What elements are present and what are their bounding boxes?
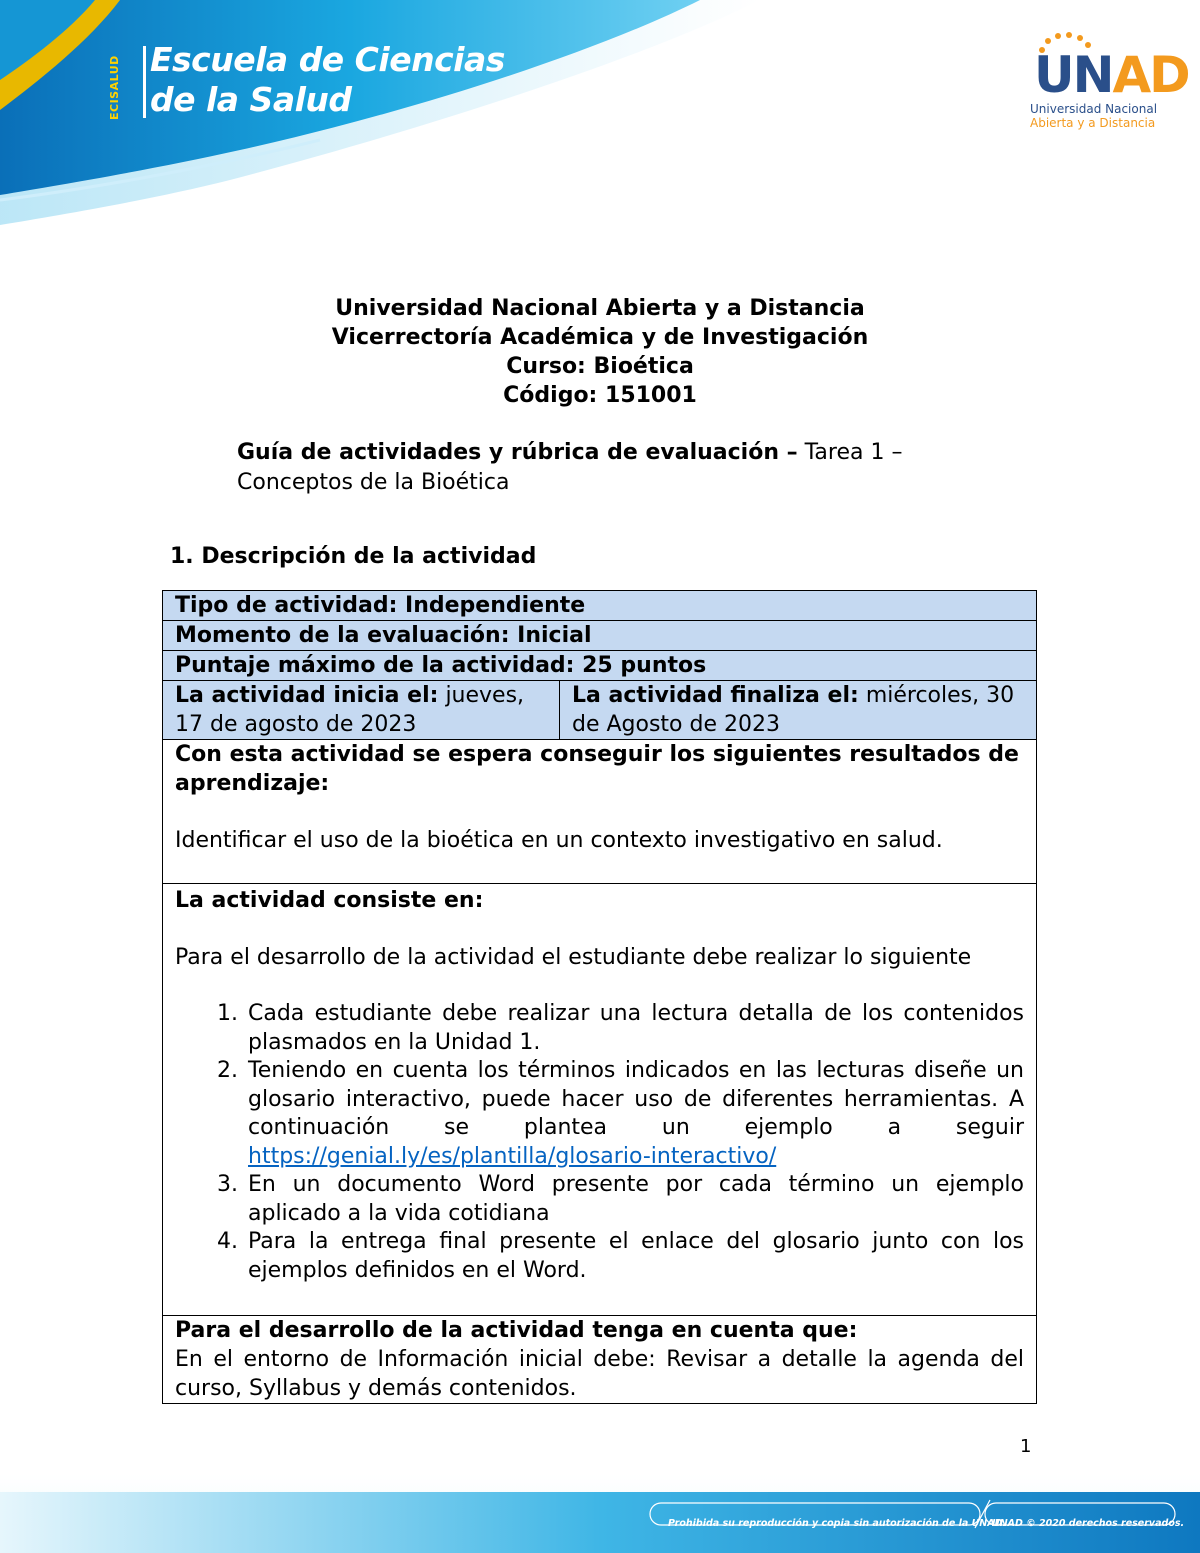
outcomes-text: Identificar el uso de la bioética en un contexto investigativo en salud. bbox=[175, 828, 943, 853]
heading-course: Curso: Bioética bbox=[506, 354, 694, 379]
section-title: 1. Descripción de la actividad bbox=[170, 544, 537, 569]
list-item: 4. Para la entrega final presente el enlace del glosario junto con los ejemplos definidos en el Word. bbox=[245, 1228, 1024, 1285]
footer-copy-notice: Prohibida su reproducción y copia sin autorización de la UNAD. bbox=[668, 1518, 1007, 1529]
row-max-score: Puntaje máximo de la actividad: 25 puntos bbox=[163, 651, 1037, 681]
cell-learning-outcomes bbox=[163, 740, 1037, 884]
steps-list bbox=[175, 1000, 1024, 1285]
school-title-line1: Escuela de Ciencias bbox=[150, 40, 505, 79]
heading-vicerrectoria: Vicerrectoría Académica y de Investigación bbox=[331, 325, 869, 350]
glossary-link[interactable]: https://genial.ly/es/plantilla/glosario-interactivo/ bbox=[248, 1143, 777, 1169]
logo-subtitle-1: Universidad Nacional bbox=[1030, 102, 1158, 116]
logo-subtitle-2: Abierta y a Distancia bbox=[1030, 116, 1156, 130]
cell-end-date: La actividad finaliza el: miércoles, 30 de Agosto de 2023 bbox=[560, 681, 1037, 740]
consists-intro: Para el desarrollo de la actividad el estudiante debe realizar lo siguiente bbox=[175, 945, 972, 970]
cell-notes bbox=[163, 1316, 1037, 1404]
banner-divider bbox=[143, 46, 146, 118]
outcomes-title: Con esta actividad se espera conseguir los siguientes resultados de aprendizaje: bbox=[175, 742, 1019, 796]
row-activity-type: Tipo de actividad: Independiente bbox=[163, 591, 1037, 621]
cell-start-date: La actividad inicia el: jueves, 17 de agosto de 2023 bbox=[163, 681, 560, 740]
heading-code: Código: 151001 bbox=[503, 383, 697, 408]
heading-university: Universidad Nacional Abierta y a Distancia bbox=[335, 296, 865, 321]
list-item: 3. En un documento Word presente por cada término un ejemplo aplicado a la vida cotidiana bbox=[245, 1171, 1024, 1228]
school-title-line2: de la Salud bbox=[150, 80, 352, 119]
list-item: 1. Cada estudiante debe realizar una lectura detalla de los contenidos plasmados en la Unidad 1. bbox=[245, 1000, 1024, 1057]
logo-wordmark: UNAD bbox=[1034, 46, 1189, 104]
school-vertical-label: ECISALUD bbox=[108, 55, 121, 120]
document-heading bbox=[0, 294, 1200, 410]
cell-activity-consists bbox=[163, 884, 1037, 1316]
list-item: 2. Teniendo en cuenta los términos indicados en las lecturas diseñe un glosario interactivo, puede hacer uso de diferentes herramientas. A continuación se plantea un ejemplo a seguir https://genial.ly/es/plantilla/glosario-interactivo/ bbox=[245, 1057, 1024, 1171]
consists-title: La actividad consiste en: bbox=[175, 888, 484, 913]
guide-title: Guía de actividades y rúbrica de evaluación – Tarea 1 – Conceptos de la Bioética bbox=[237, 440, 903, 495]
row-evaluation-moment: Momento de la evaluación: Inicial bbox=[163, 621, 1037, 651]
unad-logo bbox=[1020, 30, 1189, 140]
activity-table bbox=[162, 590, 1037, 1404]
notes-title: Para el desarrollo de la actividad tenga en cuenta que: bbox=[175, 1318, 858, 1343]
notes-text: En el entorno de Información inicial debe: Revisar a detalle la agenda del curso, Syllabus y demás contenidos. bbox=[175, 1347, 1024, 1401]
footer-copyright: UNAD © 2020 derechos reservados. bbox=[992, 1518, 1185, 1529]
footer-banner bbox=[0, 1470, 1200, 1553]
school-title bbox=[150, 40, 505, 120]
page-number: 1 bbox=[1020, 1436, 1032, 1457]
